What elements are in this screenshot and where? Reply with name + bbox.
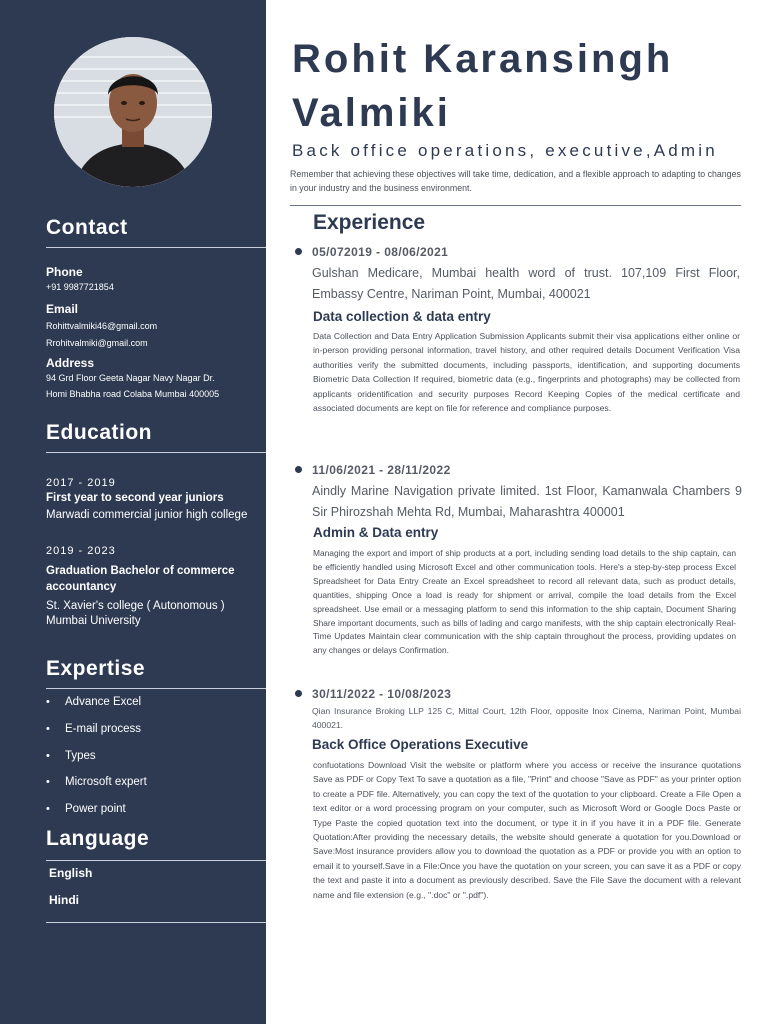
job-dates: 05/072019 - 08/06/2021	[312, 245, 449, 259]
job-company: Gulshan Medicare, Mumbai health word of trust. 107,109 First Floor, Embassy Centre, Nariman Point, Mumbai, 400021	[312, 266, 740, 301]
email-value[interactable]: Rrohitvalmiki@gmail.com	[46, 338, 148, 348]
education-heading: Education	[46, 421, 153, 444]
bullet-icon	[295, 690, 302, 697]
job-dates: 30/11/2022 - 10/08/2023	[312, 687, 452, 701]
avatar-silhouette-icon	[54, 37, 212, 187]
experience-heading: Experience	[313, 211, 426, 234]
job-role: Back Office Operations Executive	[312, 737, 529, 752]
expertise-list	[46, 694, 256, 828]
contact-divider	[46, 247, 266, 248]
education-degree: First year to second year juniors	[46, 492, 224, 504]
expertise-item: • Types	[46, 748, 256, 775]
education-degree: Graduation Bachelor of commerce accountancy	[46, 565, 235, 593]
job-company: Aindly Marine Navigation private limited. 1st Floor, Kamanwala Chambers 9 Sir Phirozshah Mehta Rd, Mumbai, Maharashtra 400001	[312, 484, 742, 519]
expertise-divider	[46, 688, 266, 689]
expertise-item: • Advance Excel	[46, 694, 256, 721]
email-value[interactable]: Rohittvalmiki46@gmail.com	[46, 321, 158, 331]
sidebar	[0, 0, 266, 1024]
address-label: Address	[46, 356, 95, 370]
expertise-item: • Power point	[46, 801, 256, 828]
expertise-heading: Expertise	[46, 657, 146, 680]
language-bottom-divider	[46, 922, 266, 923]
phone-label: Phone	[46, 265, 83, 279]
job-description: Managing the export and import of ship products at a port, including sending load details to the ship captain, can be efficiently handled using Microsoft Excel and other communication tools. Here's a step-by-step process Excel Spreadsheet for Data Entry Create an Excel spreadsheet to record all relevant data, such as product details, quantities, shipping Once a load is ready for shipment or arrival, compile the load details from the Excel spreadsheet. Use email or a messaging platform to send this information to the ship captain, Document Sharing Share important documents, such as bills of lading and cargo manifests, with the ship captain electronically Real-Time Updates Maintain clear communication with the ship captain throughout the process, providing updates on any changes or delays Confirmation.	[313, 548, 736, 656]
language-item: Hindi	[49, 893, 79, 907]
education-school: St. Xavier's college ( Autonomous ) Mumbai University	[46, 600, 225, 627]
language-divider	[46, 860, 266, 861]
header-divider	[290, 205, 741, 206]
expertise-item: • Microsoft expert	[46, 774, 256, 801]
language-heading: Language	[46, 827, 150, 850]
email-label: Email	[46, 302, 79, 316]
job-description: Data Collection and Data Entry Application Submission Applicants submit their visa applications either online or in-person providing personal information, travel history, and other required details Document Verification Visa authorities verify the submitted documents, including passports, identification, and supporting documents Biometric Data Collection If required, biometric data (e.g., fingerprints and photographs) may be collected from applicants oridentification and security purposes Record Keeping Copies of the medical certificate and associated documents are kept on file for reference and compliance purposes.	[313, 331, 740, 414]
candidate-name: Rohit Karansingh Valmiki	[292, 37, 674, 135]
candidate-title: Back office operations, executive,Admin	[292, 141, 718, 160]
address-value: 94 Grd Floor Geeta Nagar Navy Nagar Dr. Homi Bhabha road Colaba Mumbai 400005	[46, 373, 220, 399]
expertise-item: • E-mail process	[46, 721, 256, 748]
job-dates: 11/06/2021 - 28/11/2022	[312, 463, 451, 477]
bullet-icon	[295, 466, 302, 473]
profile-summary: Remember that achieving these objectives will take time, dedication, and a flexible approach to adapting to changes in your industry and the business environment.	[290, 169, 741, 193]
phone-value: +91 9987721854	[46, 282, 114, 292]
job-role: Admin & Data entry	[313, 525, 439, 540]
education-years: 2019 - 2023	[46, 545, 116, 557]
job-role: Data collection & data entry	[313, 309, 491, 324]
main-content	[266, 0, 768, 1024]
education-school: Marwadi commercial junior high college	[46, 509, 248, 521]
education-years: 2017 - 2019	[46, 477, 116, 489]
profile-photo	[54, 37, 212, 187]
job-company: Qian Insurance Broking LLP 125 C, Mittal Court, 12th Floor, opposite Inox Cinema, Nariman Point, Mumbai 400021.	[312, 706, 741, 730]
bullet-icon	[295, 248, 302, 255]
language-item: English	[49, 866, 93, 880]
job-description: confuotations Download Visit the website or platform where you access or receive the insurance quotations Save as PDF or Copy Text To save a quotation as a file, "Print" and choose "Save as PDF" as your printer option to create a PDF file. Alternatively, you can copy the text of the quotation to your clipboard. Create a File Open a text editor or a word processing program on your computer, such as Microsoft Word or Google Docs Paste or Type Paste the copied quotation text into the document, or type it in if you have it in a PDF file. Generate Quotation:After providing the necessary details, the website should generate a quotation for you.Download or Save:Most insurance providers allow you to download the quotation as a PDF or provide you with an option to email it to yourself.Save in a File:Once you have the quotation on your screen, you can save it as a PDF or copy the text and paste it into a document as previously described. Save the File Save the document with a relevant name and file extension (e.g., ".doc" or ".pdf").	[313, 760, 741, 900]
education-divider	[46, 452, 266, 453]
contact-heading: Contact	[46, 216, 128, 239]
